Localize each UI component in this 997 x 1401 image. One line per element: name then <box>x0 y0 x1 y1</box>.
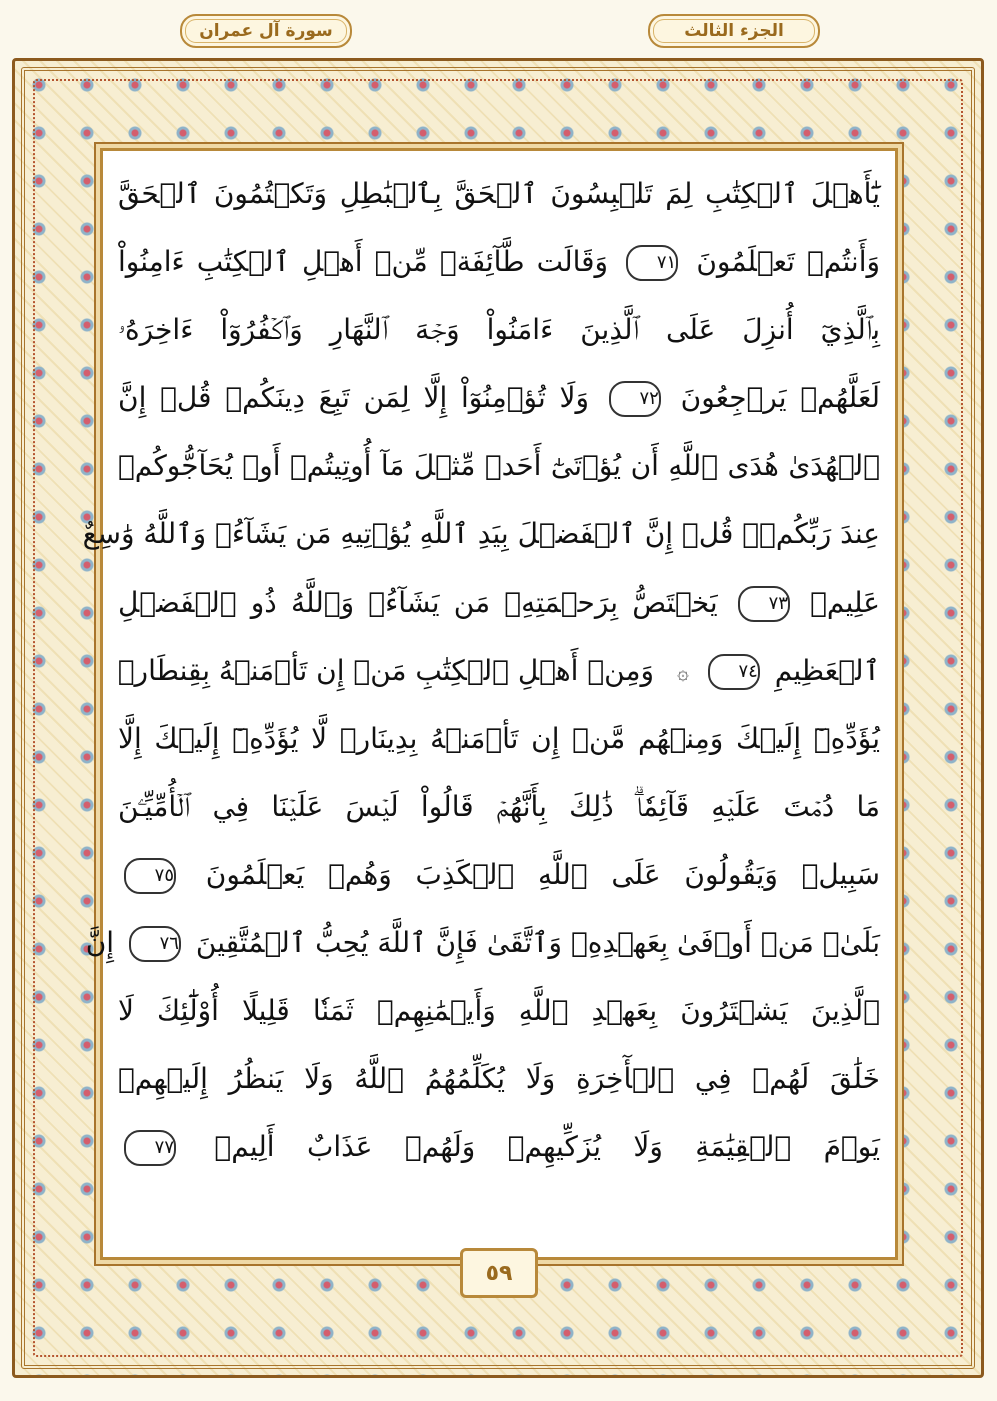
line-text: يَوۡمَ ٱلۡقِيَٰمَةِ وَلَا يُزَكِّيهِمۡ وَلَهُمۡ عَذَابٌ أَلِيمٞ <box>214 1130 880 1164</box>
line-text: وَمِنۡ أَهۡلِ ٱلۡكِتَٰبِ مَنۡ إِن تَأۡمَنۡهُ بِقِنطَارٖ <box>117 653 654 687</box>
line-text: خَلَٰقَ لَهُمۡ فِي ٱلۡأٓخِرَةِ وَلَا يُكَلِّمُهُمُ ٱللَّهُ وَلَا يَنظُرُ إِلَيۡهِمۡ <box>118 1062 880 1096</box>
text-line <box>118 364 880 432</box>
line-text: إِنَّ <box>85 926 115 960</box>
ayah-marker: ٧٣ <box>738 586 790 622</box>
line-text: وَلَا تُؤۡمِنُوٓاْ إِلَّا لِمَن تَبِعَ دِينَكُمۡ قُلۡ إِنَّ <box>118 381 590 415</box>
line-text: وَأَنتُمۡ تَعۡلَمُونَ <box>696 245 881 279</box>
line-text: يَٰٓأَهۡلَ ٱلۡكِتَٰبِ لِمَ تَلۡبِسُونَ ٱلۡحَقَّ بِٱلۡبَٰطِلِ وَتَكۡتُمُونَ ٱلۡحَقَّ <box>118 177 880 210</box>
line-text: لَعَلَّهُمۡ يَرۡجِعُونَ <box>680 381 880 415</box>
text-line <box>85 909 880 977</box>
text-line <box>118 160 880 228</box>
line-text: بِٱلَّذِيٓ أُنزِلَ عَلَى ٱلَّذِينَ ءَامَنُواْ وَجۡهَ ٱلنَّهَارِ وَٱكۡفُرُوٓاْ ءَاخِرَهُۥ <box>118 313 880 347</box>
surah-label: سورة آل عمران <box>180 14 352 48</box>
line-text: وَقَالَت طَّآئِفَةٞ مِّنۡ أَهۡلِ ٱلۡكِتَٰبِ ءَامِنُواْ <box>118 245 609 279</box>
text-line <box>118 228 880 296</box>
text-line <box>118 1045 880 1113</box>
line-text: يَخۡتَصُّ بِرَحۡمَتِهِۦ مَن يَشَآءُۗ وَٱللَّهُ ذُو ٱلۡفَضۡلِ <box>118 585 718 619</box>
line-text: مَا دُمۡتَ عَلَيۡهِ قَآئِمٗاۗ ذَٰلِكَ بِأَنَّهُمۡ قَالُواْ لَيۡسَ عَلَيۡنَا فِي ٱلۡأُمِّيِّـۧنَ <box>118 789 880 823</box>
text-line <box>82 500 880 568</box>
ayah-marker: ٧٥ <box>124 858 176 894</box>
ayah-marker: ٧٧ <box>124 1130 176 1166</box>
line-text: ٱلَّذِينَ يَشۡتَرُونَ بِعَهۡدِ ٱللَّهِ وَأَيۡمَٰنِهِمۡ ثَمَنٗا قَلِيلًا أُوْلَٰٓئِكَ لَا <box>118 994 880 1028</box>
line-text: بَلَىٰۚ مَنۡ أَوۡفَىٰ بِعَهۡدِهِۦ وَٱتَّقَىٰ فَإِنَّ ٱللَّهَ يُحِبُّ ٱلۡمُتَّقِينَ <box>195 926 880 960</box>
ayah-marker: ٧٦ <box>129 926 181 962</box>
text-line <box>118 1113 880 1181</box>
juz-label: الجزء الثالث <box>648 14 820 48</box>
line-text: سَبِيلٞ وَيَقُولُونَ عَلَى ٱللَّهِ ٱلۡكَذِبَ وَهُمۡ يَعۡلَمُونَ <box>205 857 880 891</box>
line-text: عِندَ رَبِّكُمۡۗ قُلۡ إِنَّ ٱلۡفَضۡلَ بِيَدِ ٱللَّهِ يُؤۡتِيهِ مَن يَشَآءُۗ وَٱللَّهُ وَٰسِعٌ <box>82 517 880 551</box>
hizb-star-icon: ۞ <box>677 659 689 684</box>
text-line <box>118 773 880 841</box>
page-number: ٥٩ <box>460 1248 538 1298</box>
text-line <box>118 977 880 1045</box>
text-line <box>118 432 880 500</box>
ayah-marker: ٧٤ <box>708 654 760 690</box>
text-line <box>118 569 880 637</box>
ayah-marker: ٧١ <box>626 245 678 281</box>
text-line <box>118 705 880 773</box>
ayah-marker: ٧٢ <box>609 381 661 417</box>
line-text: يُؤَدِّهِۦٓ إِلَيۡكَ وَمِنۡهُم مَّنۡ إِن تَأۡمَنۡهُ بِدِينَارٖ لَّا يُؤَدِّهِۦٓ إِلَيۡكَ إِلَّا <box>118 721 880 755</box>
line-text: ٱلۡعَظِيمِ <box>774 653 880 687</box>
text-line <box>118 841 880 909</box>
line-text: ٱلۡهُدَىٰ هُدَى ٱللَّهِ أَن يُؤۡتَىٰٓ أَحَدٞ مِّثۡلَ مَآ أُوتِيتُمۡ أَوۡ يُحَآجُّوكُمۡ <box>118 449 880 483</box>
line-text: عَلِيمٞ <box>810 585 880 619</box>
text-line <box>118 296 880 364</box>
text-line <box>118 637 880 705</box>
quran-text <box>82 160 881 1250</box>
